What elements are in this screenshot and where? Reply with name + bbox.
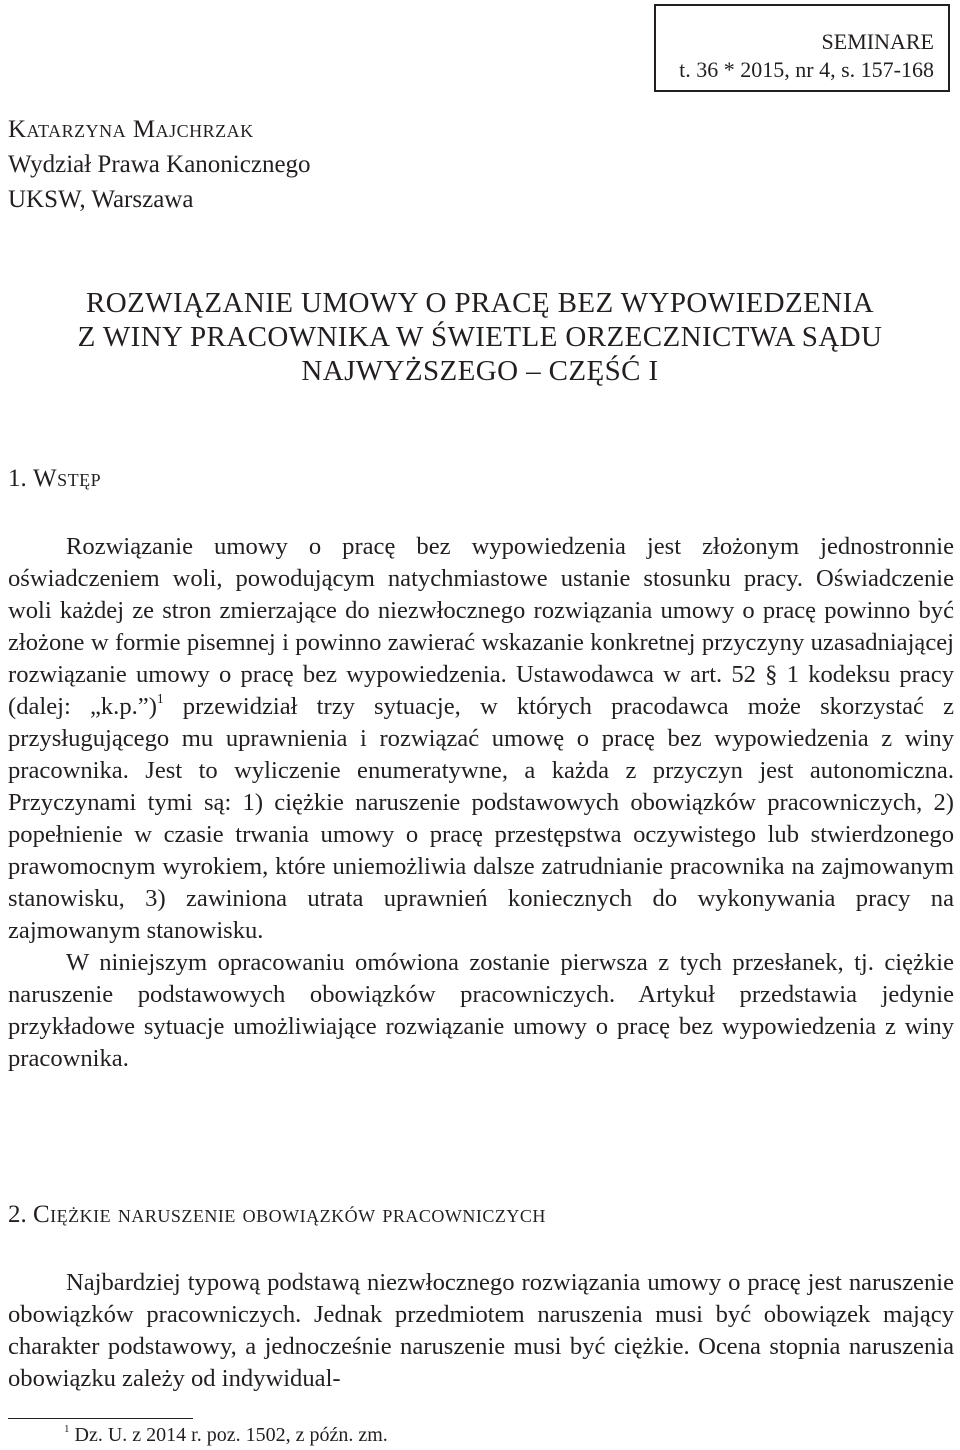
- journal-issue: t. 36 * 2015, nr 4, s. 157-168: [679, 57, 934, 82]
- section-heading-introduction: [8, 463, 101, 495]
- section-body-introduction: [8, 531, 954, 1075]
- footnote-number: 1: [64, 1423, 70, 1436]
- paragraph-text: Rozwiązanie umowy o pracę bez wypowiedzenia jest złożonym jednostronnie oświadczeniem woli, powodującym natychmiastowe ustanie stosunku pracy. Oświadczenie woli każdej ze stron zmierzające do niezwłocznego rozwiązania umowy o pracę powinno być złożone w formie pisemnej i powinno zawierać wskazanie konkretnej przyczyny uzasadniającej rozwiązanie umowy o pracę bez wypowiedzenia. Ustawodawca w art. 52 § 1 kodeksu pracy (dalej: „k.p.”): [8, 533, 954, 720]
- journal-name: SEMINARE: [821, 29, 934, 54]
- paragraph: [8, 531, 954, 947]
- paragraph: Najbardziej typową podstawą niezwłocznego rozwiązania umowy o pracę jest naruszenie obowiązków pracowniczych. Jednak przedmiotem naruszenia musi być obowiązek mający charakter podstawowy, a jednocześnie naruszenie musi być ciężkie. Ocena stopnia naruszenia obowiązku zależy od indywidual-: [8, 1269, 954, 1392]
- author-affiliation: Wydział Prawa Kanonicznego: [8, 151, 311, 178]
- author-location: UKSW, Warszawa: [8, 186, 194, 213]
- article-title-line: ROZWIĄZANIE UMOWY O PRACĘ BEZ WYPOWIEDZENIA: [85, 287, 874, 319]
- article-title-line: NAJWYŻSZEGO – CZĘŚĆ I: [301, 355, 659, 387]
- section-number: 2.: [8, 1201, 27, 1228]
- article-title-line: Z WINY PRACOWNIKA W ŚWIETLE ORZECZNICTWA SĄDU: [77, 321, 883, 353]
- author-block: [8, 112, 311, 217]
- section-heading-breach: [8, 1199, 546, 1231]
- footnote-text: Dz. U. z 2014 r. poz. 1502, z późn. zm.: [74, 1424, 388, 1446]
- section-title: Ciężkie naruszenie obowiązków pracowniczych: [33, 1201, 546, 1228]
- footnote: [64, 1422, 388, 1448]
- article-title: [0, 286, 960, 388]
- footnote-ref: 1: [156, 691, 164, 707]
- journal-info-box: [654, 4, 950, 92]
- paragraph: W niniejszym opracowaniu omówiona zostanie pierwsza z tych przesłanek, tj. ciężkie naruszenie podstawowych obowiązków pracowniczych. Artykuł przedstawia jedynie przykładowe sytuacje umożliwiające rozwiązanie umowy o pracę bez wypowiedzenia z winy pracownika.: [8, 949, 954, 1072]
- section-number: 1.: [8, 465, 27, 492]
- footnote-divider: [8, 1418, 193, 1419]
- paragraph-text: przewidział trzy sytuacje, w których pracodawca może skorzystać z przysługującego mu uprawnienia i rozwiązać umowę o pracę bez wypowiedzenia z winy pracownika. Jest to wyliczenie enumeratywne, a każda z przyczyn jest autonomiczna. Przyczynami tymi są: 1) ciężkie naruszenie podstawowych obowiązków pracowniczych, 2) popełnienie w czasie trwania umowy o pracę przestępstwa oczywistego lub stwierdzonego prawomocnym wyrokiem, które uniemożliwia dalsze zatrudnianie pracownika na zajmowanym stanowisku, 3) zawiniona utrata uprawnień koniecznych do wykonywania pracy na zajmowanym stanowisku.: [8, 693, 954, 944]
- section-body-breach: [8, 1267, 954, 1395]
- section-title: Wstęp: [33, 465, 102, 492]
- author-name: Katarzyna Majchrzak: [8, 116, 254, 143]
